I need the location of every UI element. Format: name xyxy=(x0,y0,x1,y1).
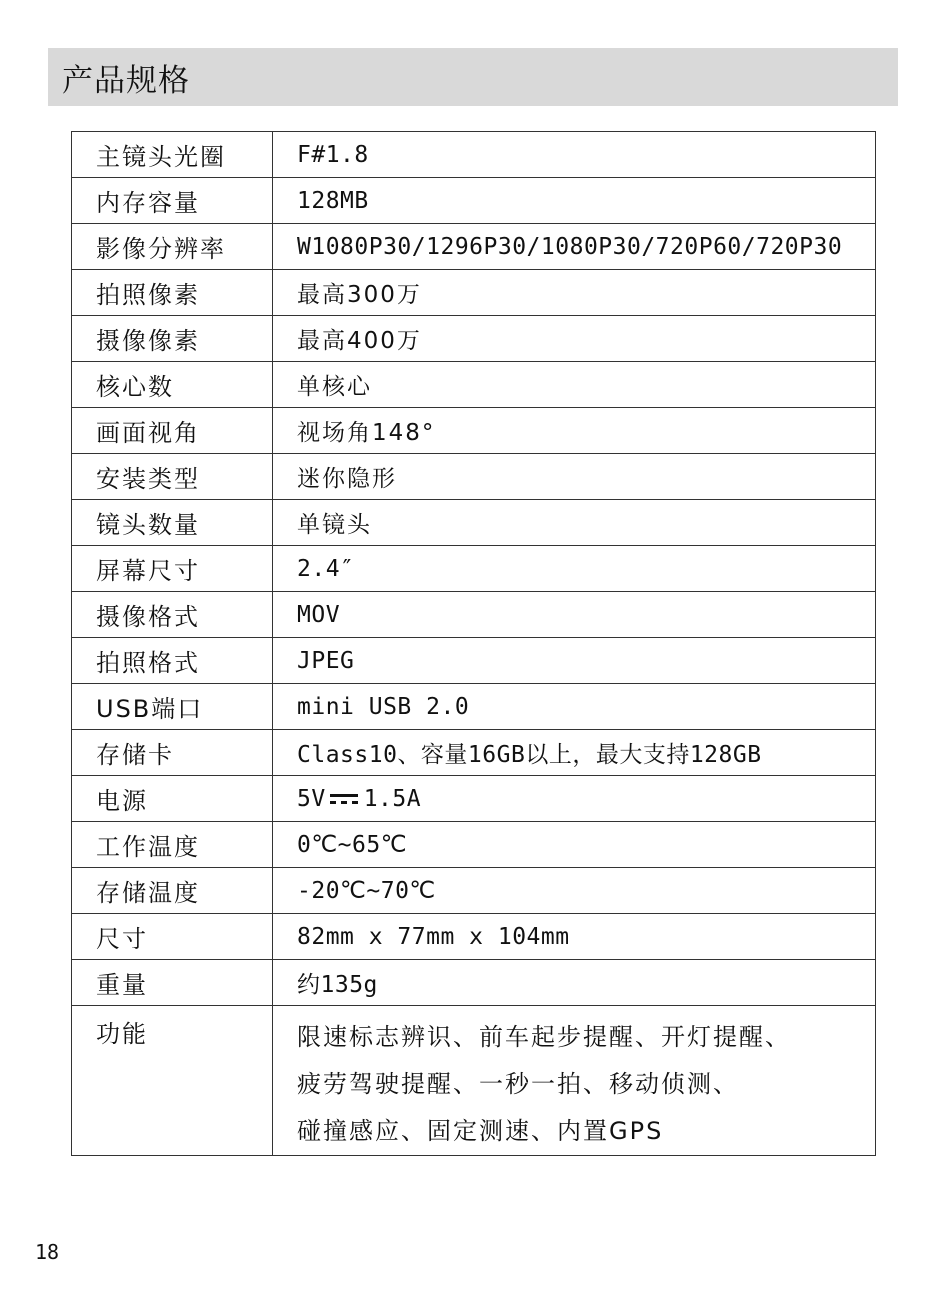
feature-line: 限速标志辨识、前车起步提醒、开灯提醒、 xyxy=(297,1023,791,1051)
spec-row-aperture xyxy=(72,132,876,178)
spec-value xyxy=(273,1006,876,1156)
section-title: 产品规格 xyxy=(62,62,190,99)
spec-label: 内存容量 xyxy=(72,178,273,224)
spec-label: 核心数 xyxy=(72,362,273,408)
spec-label: 工作温度 xyxy=(72,822,273,868)
spec-row-video-format xyxy=(72,592,876,638)
spec-row-resolution xyxy=(72,224,876,270)
spec-row-mount-type xyxy=(72,454,876,500)
spec-label: 功能 xyxy=(72,1006,273,1156)
spec-value: mini USB 2.0 xyxy=(273,684,876,730)
spec-value: 单核心 xyxy=(273,362,876,408)
spec-label: 影像分辨率 xyxy=(72,224,273,270)
spec-value: 最高300万 xyxy=(273,270,876,316)
spec-label: 存储温度 xyxy=(72,868,273,914)
spec-value: JPEG xyxy=(273,638,876,684)
feature-line: 疲劳驾驶提醒、一秒一拍、移动侦测、 xyxy=(297,1070,739,1098)
spec-row-storage-card xyxy=(72,730,876,776)
spec-value: MOV xyxy=(273,592,876,638)
spec-label: 拍照像素 xyxy=(72,270,273,316)
spec-label: 安装类型 xyxy=(72,454,273,500)
spec-value: 迷你隐形 xyxy=(273,454,876,500)
spec-row-operating-temp xyxy=(72,822,876,868)
spec-table xyxy=(71,131,876,1156)
spec-row-video-pixels xyxy=(72,316,876,362)
dc-current-icon xyxy=(330,792,358,806)
spec-label: 尺寸 xyxy=(72,914,273,960)
spec-label: 摄像像素 xyxy=(72,316,273,362)
spec-row-dimensions xyxy=(72,914,876,960)
spec-value: -20℃~70℃ xyxy=(273,868,876,914)
power-current: 1.5A xyxy=(363,785,422,812)
spec-label: 画面视角 xyxy=(72,408,273,454)
spec-value: W1080P30/1296P30/1080P30/720P60/720P30 xyxy=(273,224,876,270)
spec-label: 电源 xyxy=(72,776,273,822)
spec-row-memory xyxy=(72,178,876,224)
spec-row-cores xyxy=(72,362,876,408)
spec-value: 2.4″ xyxy=(273,546,876,592)
spec-value: 82mm x 77mm x 104mm xyxy=(273,914,876,960)
spec-label: 主镜头光圈 xyxy=(72,132,273,178)
spec-row-weight xyxy=(72,960,876,1006)
spec-row-features xyxy=(72,1006,876,1156)
spec-value: Class10、容量16GB以上，最大支持128GB xyxy=(273,730,876,776)
spec-row-lens-count xyxy=(72,500,876,546)
spec-value: 约135g xyxy=(273,960,876,1006)
feature-line: 碰撞感应、固定测速、内置GPS xyxy=(297,1117,664,1145)
spec-row-view-angle xyxy=(72,408,876,454)
spec-value xyxy=(273,776,876,822)
spec-label: 重量 xyxy=(72,960,273,1006)
spec-label: 拍照格式 xyxy=(72,638,273,684)
spec-label: USB端口 xyxy=(72,684,273,730)
power-voltage: 5V xyxy=(297,785,326,812)
spec-value: 单镜头 xyxy=(273,500,876,546)
spec-label: 存储卡 xyxy=(72,730,273,776)
spec-label: 屏幕尺寸 xyxy=(72,546,273,592)
spec-value: 视场角148° xyxy=(273,408,876,454)
spec-row-usb-port xyxy=(72,684,876,730)
spec-label: 镜头数量 xyxy=(72,500,273,546)
spec-value: 128MB xyxy=(273,178,876,224)
spec-value: 0℃~65℃ xyxy=(273,822,876,868)
spec-label: 摄像格式 xyxy=(72,592,273,638)
spec-value: F#1.8 xyxy=(273,132,876,178)
spec-row-storage-temp xyxy=(72,868,876,914)
page-number: 18 xyxy=(35,1240,60,1264)
section-header xyxy=(48,48,898,106)
spec-value: 最高400万 xyxy=(273,316,876,362)
spec-row-photo-pixels xyxy=(72,270,876,316)
spec-row-photo-format xyxy=(72,638,876,684)
spec-row-power xyxy=(72,776,876,822)
spec-row-screen-size xyxy=(72,546,876,592)
